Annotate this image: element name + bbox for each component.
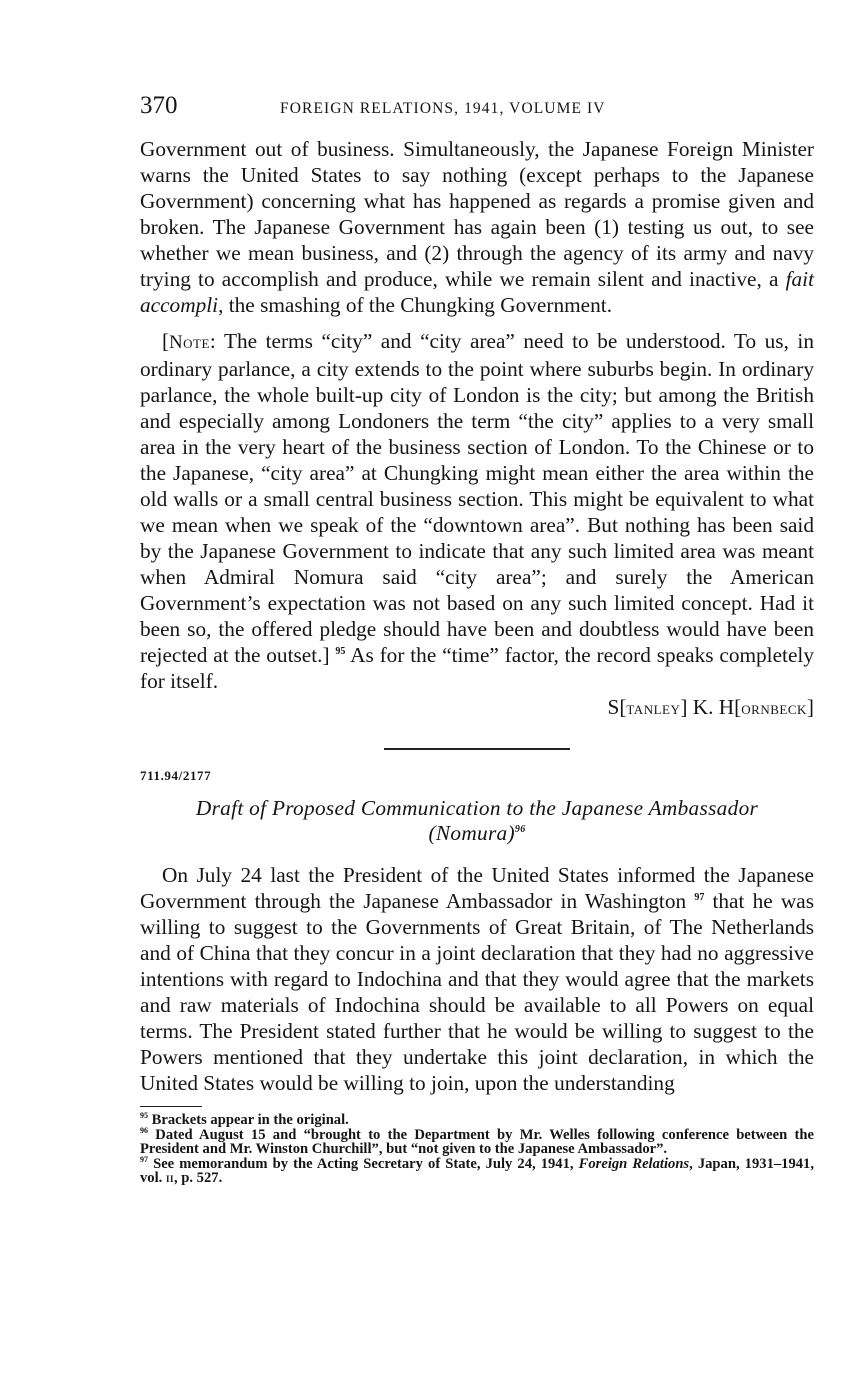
document-page: [140, 92, 814, 1186]
note-text: : The terms “city” and “city area” need to be understood. To us, in ordinary parlance, a city extends to the point where suburbs begin. In ordinary parlance, the whole built-up city of London is the city; but among the British and especially among Londoners the term “the city” applies to a very small area in the very heart of the business section of London. To the Chinese or to the Japanese, “city area” at Chungking might mean either the area within the old walls or a small central business section. This might be equivalent to what we mean when we speak of the “downtown area”. But nothing has been said by the Japanese Government to indicate that any such limited area was meant when Admiral Nomura said “city area”; and surely the American Government’s expectation was not based on any such limited concept. Had it been so, the offered pledge should have been and doubtless would have been rejected at the outset.]: [140, 329, 814, 667]
page-number: 370: [140, 92, 178, 119]
signature-part-1: S[: [607, 695, 627, 719]
signature-part-3: ]: [806, 695, 814, 719]
footnote-97-text-c: , p. 527.: [173, 1170, 223, 1186]
signature: [140, 694, 814, 722]
footnote-97-volume: ii: [165, 1171, 174, 1185]
page-header: [140, 92, 814, 128]
footnote-96-number: 96: [140, 1125, 148, 1135]
footnote-96: [140, 1125, 814, 1157]
footnote-rule: [140, 1106, 202, 1107]
paragraph-continued: [140, 136, 814, 318]
section-divider: [384, 748, 570, 750]
note-paragraph: [140, 328, 814, 694]
footnote-96-text: Dated August 15 and “brought to the Department by Mr. Welles following conference between the President and Mr. Winston Churchill”, but “not given to the Japanese Ambassador”.: [140, 1126, 814, 1157]
para3-text-b: that he was willing to suggest to the Governments of Great Britain, of The Netherlands and of China that they concur in a joint declaration that they had no aggressive intentions with regard to Indochina and that they would agree that the markets and raw materials of Indochina should be available to all Powers on equal terms. The President stated further that he would be willing to suggest to the Powers mentioned that they undertake this joint declaration, in which the United States would be willing to join, upon the understanding: [140, 889, 814, 1095]
footnote-97-text-b: , Japan, 1931–1941, vol.: [140, 1155, 814, 1186]
footnote-95-number: 95: [140, 1111, 148, 1121]
note-after-text: As for the “time” factor, the record speaks completely for itself.: [140, 643, 814, 693]
footnote-95: [140, 1113, 814, 1128]
communication-paragraph: [140, 862, 814, 1096]
para1-text-a: Government out of business. Simultaneously, the Japanese Foreign Minister warns the United States to say nothing (except perhaps to the Japanese Government) concerning what has happened as regards a promise given and broken. The Japanese Government has again been (1) testing us out, to see whether we mean business, and (2) through the agency of its army and navy trying to accomplish and produce, while we remain silent and inactive, a: [140, 137, 814, 291]
footnotes: [140, 1113, 814, 1186]
footnote-ref-95: 95: [335, 645, 346, 657]
document-title-nomura: (Nomura): [428, 821, 515, 845]
note-label: Note: [169, 332, 210, 353]
file-number: 711.94/2177: [140, 768, 212, 783]
footnote-97-number: 97: [140, 1154, 148, 1164]
footnote-97-text-a: See memorandum by the Acting Secretary of State, July 24, 1941,: [153, 1155, 579, 1172]
running-head: FOREIGN RELATIONS, 1941, VOLUME IV: [280, 100, 606, 117]
footnote-ref-96: 96: [514, 823, 526, 835]
para1-text-b: , the smashing of the Chungking Government.: [218, 293, 613, 317]
para3-text-a: On July 24 last the President of the United States informed the Japanese Government through the Japanese Ambassador in Washington: [140, 863, 814, 913]
para1-italic: fait accompli: [140, 267, 814, 317]
footnote-ref-97: 97: [694, 891, 705, 903]
signature-sc-2: ornbeck: [741, 698, 807, 719]
note-open-bracket: [: [162, 329, 170, 353]
document-title-line-2: [140, 821, 814, 846]
footnote-97: [140, 1154, 814, 1186]
document-title-line-1: Draft of Proposed Communication to the Japanese Ambassador: [195, 796, 759, 820]
signature-sc-1: tanley: [626, 698, 681, 719]
signature-part-2: ] K. H[: [680, 695, 742, 719]
document-title: [140, 796, 814, 846]
footnote-95-text: Brackets appear in the original.: [151, 1112, 349, 1128]
footnote-97-italic: Foreign Relations: [578, 1155, 690, 1172]
